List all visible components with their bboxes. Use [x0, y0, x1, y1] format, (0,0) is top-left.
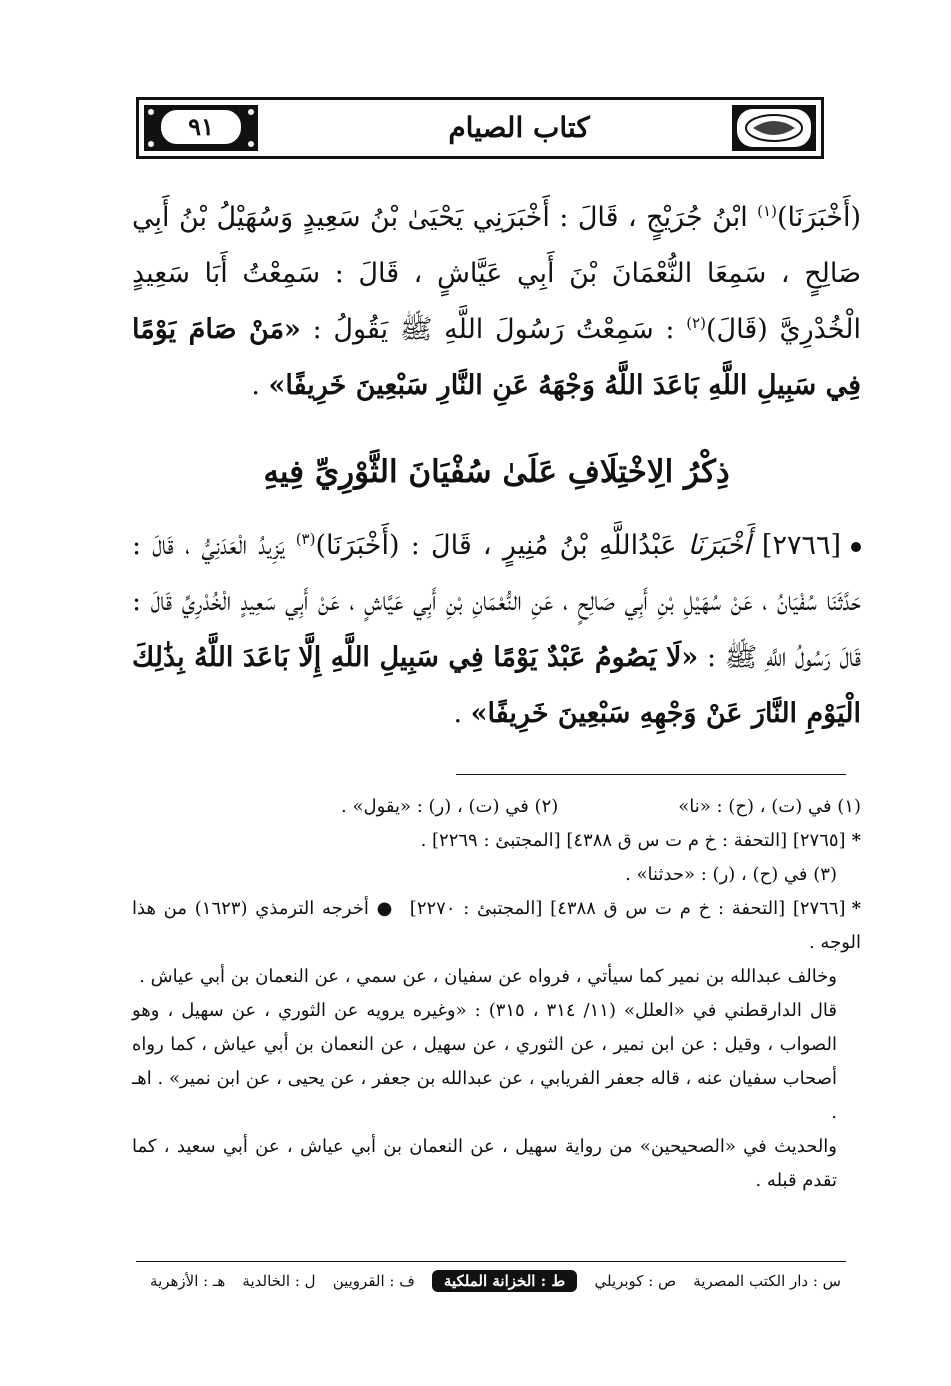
footnote-1: (١) في (ت) ، (ح) : «نا»	[678, 796, 861, 817]
footnote-ref-3: (٣)	[295, 530, 316, 548]
reference-2766	[132, 892, 861, 960]
text: .	[453, 698, 471, 729]
manuscript-key-item-highlighted: ط : الخزانة الملكية	[432, 1270, 577, 1292]
book-title: كتاب الصيام	[448, 111, 590, 144]
hadith-text: «لَا يَصُومُ عَبْدٌ يَوْمًا فِي سَبِيلِ اللَّهِ إِلَّا بَاعَدَ اللَّهُ بِذَٰلِكَ الْيَوْمِ النَّارَ عَنْ وَجْهِهِ سَبْعِينَ خَرِيفًا»	[132, 642, 861, 729]
reference-2765	[132, 824, 861, 858]
footnote-2: (٢) في (ت) ، (ر) : «يقول» .	[341, 796, 559, 817]
star-icon: *	[851, 830, 861, 851]
ornament-logo-icon	[731, 104, 817, 152]
text: (أَخْبَرَنَا)	[776, 202, 861, 233]
text: عَبْدُاللَّهِ بْنُ مُنِيرٍ ، قَالَ : (أَخْبَرَنَا)	[315, 530, 688, 561]
note-paragraph: وخالف عبدالله بن نمير كما سيأتي ، فرواه عن سفيان ، عن سمي ، عن النعمان بن أبي عياش .	[139, 966, 837, 987]
star-icon: *	[851, 898, 861, 919]
hadith-paragraph-1	[132, 190, 861, 414]
footnote-ref-1: (١)	[757, 202, 777, 220]
section-title: ذِكْرُ الِاخْتِلَافِ عَلَىٰ سُفْيَانَ الثَّوْرِيِّ فِيهِ	[263, 454, 730, 490]
footnote-divider	[456, 774, 846, 775]
bullet-icon	[851, 542, 861, 552]
manuscript-key	[150, 1266, 841, 1296]
hadith-paragraph-2	[132, 518, 861, 742]
manuscript-key-item: ص : كوبريلي	[594, 1272, 677, 1290]
note-paragraph: قال الدارقطني في «العلل» (١١/ ٣١٤ ، ٣١٥) : «وغيره يرويه عن الثوري ، عن سهيل ، وهو الصواب ، وقيل : عن ابن نمير ، عن الثوري ، عن سهيل ، عن النعمان بن أبي عياش ، كما رواه أصحاب سفيان عنه ، قاله جعفر الفريابي ، عن عبدالله بن جعفر ، عن يحيى ، عن ابن نمير» . اهـ .	[132, 1000, 837, 1123]
footnote-ref-2: (٢)	[686, 314, 706, 332]
main-text	[132, 190, 861, 742]
manuscript-key-item: هـ : الأزهرية	[150, 1272, 226, 1290]
text: يَزِيدُ الْعَدَنِيُّ ، قَالَ : حَدَّثَنَا سُفْيَانُ ، عَنْ سُهَيْلِ بْنِ أَبِي صَالِحٍ ، عَنِ النُّعْمَانِ بْنِ أَبِي عَيَّاشٍ ، عَنْ أَبِي سَعِيدٍ الْخُدْرِيِّ قَالَ : قَالَ رَسُولُ اللَّهِ ﷺ :	[132, 530, 861, 673]
footnote-row	[132, 790, 861, 824]
page-number: ٩١	[159, 108, 243, 146]
hadith-text: «مَنْ صَامَ يَوْمًا فِي سَبِيلِ اللَّهِ بَاعَدَ اللَّهُ وَجْهَهُ عَنِ النَّارِ سَبْعِينَ خَرِيفًا»	[132, 314, 861, 401]
page-header	[136, 97, 824, 159]
note-paragraph: والحديث في «الصحيحين» من رواية سهيل ، عن النعمان بن أبي عياش ، عن أبي سعيد ، كما تقدم قبله .	[132, 1136, 837, 1191]
text: : سَمِعْتُ رَسُولَ اللَّهِ ﷺ يَقُولُ :	[300, 314, 687, 345]
footnotes	[132, 790, 861, 1198]
manuscript-key-item: س : دار الكتب المصرية	[693, 1272, 841, 1290]
footnote-3: (٣) في (ح) ، (ر) : «حدثنا» .	[625, 864, 837, 885]
text: أَخْبَرَنَا	[687, 530, 751, 561]
hadith-number: [٢٧٦٦]	[761, 530, 842, 561]
manuscript-key-item: ف : القرويين	[332, 1272, 415, 1290]
text: ● أخرجه الترمذي (١٦٢٣) من هذا الوجه .	[132, 898, 861, 953]
text: ابْنُ جُرَيْجٍ ، قَالَ : أَخْبَرَنِي يَحْيَىٰ بْنُ سَعِيدٍ وَسُهَيْلُ بْنُ أَبِي صَالِحٍ ، سَمِعَا النُّعْمَانَ بْنَ أَبِي عَيَّاشٍ ، قَالَ : سَمِعْتُ أَبَا سَعِيدٍ الْخُدْرِيَّ (قَالَ)	[132, 202, 861, 345]
manuscript-key-item: ل : الخالدية	[242, 1272, 316, 1290]
text: .	[251, 370, 269, 401]
text: [٢٧٦٦] [التحفة : خ م ت س ق ٤٣٨٨] [المجتبئ : ٢٢٧٠]	[409, 898, 846, 919]
footer-divider	[136, 1261, 846, 1262]
text: [٢٧٦٥] [التحفة : خ م ت س ق ٤٣٨٨] [المجتبئ : ٢٢٦٩] .	[420, 830, 846, 851]
